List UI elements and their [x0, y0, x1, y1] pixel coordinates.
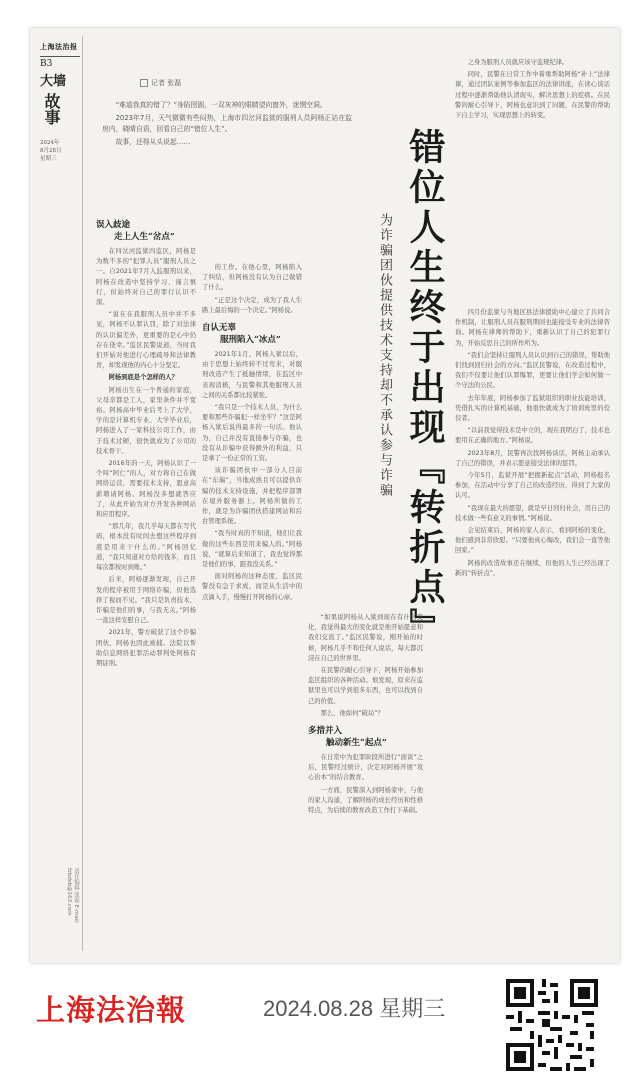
- body-paragraph: “以前我觉得技术是中立的，现在我明白了，技术也要用在正确的地方。”阿杨说。: [455, 427, 610, 445]
- section-heading-line1: 多措并入: [308, 726, 343, 737]
- intro-paragraph: 故事，还得从头说起……: [115, 138, 191, 146]
- intro-paragraph: 2023年7月，天气微微有些闷热，上海市四岔河监狱的服刑人员阿杨正站在监房内，晓晴自语，回看自己的“错位人生”。: [102, 114, 352, 133]
- body-paragraph: 在四岔河监狱四监区，阿杨是为数不多的“犯罪人员”服刑人员之一。自2021年7月入监服刑以来，阿杨在改造中坚持学习、谨言慎行，但始终对自己的罪行认识不深。: [96, 248, 196, 307]
- body-paragraph: 阿杨到底是个怎样的人？: [108, 374, 178, 382]
- body-paragraph: 面对阿杨的这种态度，监区民警没有急于求成，而是从生活中的点滴入手，慢慢打开阿杨的心扉。: [202, 573, 302, 601]
- body-paragraph: 2021年，警方破获了这个诈骗团伙，阿杨也因此被捕。法院以帮助信息网络犯罪活动罪判处阿杨有期徒刑。: [96, 629, 196, 667]
- right-top-column: [455, 58, 610, 303]
- section-heading: [96, 219, 196, 243]
- body-paragraph: “那几年，我几乎每天都在写代码，根本没有时间去想这些程序到底是用来干什么的。”阿杨回忆道，“我只知道对方给的钱多，而且每次都按时到账。”: [96, 523, 196, 572]
- footer-date: 2024.08.28 星期三: [263, 996, 446, 1021]
- editor-caption: 责任编辑 张磊 E-mail: fzbdsb@163.com: [66, 868, 79, 924]
- section-heading-line2: 走上人生“岔点”: [114, 232, 175, 242]
- body-paragraph: “我只是一个技术人员，为什么要和那些诈骗犯一样坐牢？”这是阿杨入狱后说得最多的一句话。他认为，自己并没有直接参与诈骗，也没有从诈骗中获得额外的利益，只是拿了一份正常的工资。: [202, 404, 302, 463]
- section-heading-line1: 误入歧途: [96, 220, 131, 230]
- divider: [82, 36, 83, 951]
- column-name: 故事: [42, 93, 61, 125]
- body-paragraph: “正是这个决定，成为了我人生路上最后悔的一个决定。”阿杨说。: [202, 296, 302, 314]
- body-paragraph: 四月份监狱与当地区县法律援助中心建立了共同合作机制，让服刑人员在服刑期间也能接受专业的法律咨询。阿杨在律师的帮助下，重新认识了自己的犯罪行为，开始反思自己的所作所为。: [455, 309, 610, 347]
- body-paragraph: 去年年底，阿杨参加了监狱组织的职业技能培训，凭借扎实的计算机基础，他很快就成为了培训班里的佼佼者。: [455, 394, 610, 423]
- body-paragraph: “如果说阿杨从入狱到现在有什么变化，我觉得最大的变化就是他开始愿意和我们交流了。”监区民警说，刚开始的时候，阿杨几乎不和任何人说话，每天都沉浸在自己的世界里。: [308, 614, 423, 662]
- strip-date: 2024年 8月28日 星期三: [40, 140, 62, 162]
- section-heading: [202, 322, 302, 346]
- newspaper-logo: 上海法治報: [36, 993, 187, 1027]
- page-number: B3: [40, 56, 80, 69]
- footer: [0, 980, 640, 1050]
- body-paragraph: 阿杨出生在一个普通的家庭，父母亲都是工人，家里条件并不宽裕。阿杨高中毕业后考上了大学，学的是计算机专业。大学毕业后，阿杨进入了一家科技公司工作，由于技术过硬，很快就成为了公司的技术骨干。: [96, 386, 196, 455]
- body-paragraph: 那么，他如何“破局”？: [320, 709, 384, 717]
- body-paragraph: 今年5月，监狱开展“把握新起点”活动，阿杨报名参加，在活动中分享了自己的改造经历，得到了大家的认可。: [455, 472, 610, 500]
- body-paragraph: 一方面，民警深入到阿杨家中，与他的家人沟通，了解阿杨的成长经历和性格特点，为后续的教育改造工作打下基础。: [308, 786, 423, 815]
- body-paragraph: 阿杨的改造故事还在继续，但他的人生已经出现了新的“转折点”。: [455, 559, 610, 577]
- headline: 错位人生终于出现『转折点』: [404, 128, 446, 648]
- body-paragraph: “我现在最大的愿望，就是早日回归社会，用自己的技术做一些有意义的事情。”阿杨说。: [455, 504, 610, 522]
- body-paragraph: 2021年1月，阿杨入狱以后，由于思想上始终转不过弯来，对服刑改造产生了抵触情绪，在监区中表现消极，与民警和其他服刑人员之间的关系都比较紧张。: [202, 351, 302, 399]
- page-header-strip: [40, 42, 80, 222]
- body-paragraph: 该诈骗团伙中一部分人目前在“东瑞”，当地成熟且可以提供诈骗的技术支持设施，并把程序部署在境外服务器上。阿杨所做的工作，就是为诈骗团伙搭建网站和后台管理系统。: [202, 467, 302, 526]
- article-column-3: [308, 613, 423, 943]
- body-paragraph: 的工作。在他心里，阿杨陷入了纠结，但阿杨没有认为自己做错了什么。: [202, 264, 302, 292]
- section-heading-line1: 自认无辜: [202, 323, 237, 334]
- masthead: 上海法治报: [40, 42, 78, 51]
- body-paragraph: 会见结束后，阿杨的家人表示，看到阿杨的变化，他们感到非常欣慰。“只要他真心悔改，我们会一直等他回家。”: [455, 527, 610, 555]
- body-paragraph: “我当时真的不知道，他们让我做的这些东西是用来骗人的。”阿杨说，“就算后来知道了，我也觉得那是他们的事，跟我没关系。”: [202, 530, 302, 569]
- body-paragraph: 2023年8月，民警再次找阿杨谈话，阿杨主动承认了自己的错误，并表示愿意接受法律的惩罚。: [455, 449, 610, 467]
- article-column-4: [455, 308, 610, 943]
- body-paragraph: 同时，民警在日常工作中着重帮助阿杨“补上”法律课，通过团队案例等参加监区的法律讲座，在读心谈话过程中逐渐帮助他认清现实，解决思想上的疙瘩。在民警的耐心引导下，阿杨也意识到了问题，在民警的帮助下自主学习，实现思想上的转变。: [455, 71, 610, 120]
- body-paragraph: 之身为服刑人员就应该守监规纪律。: [467, 59, 569, 66]
- section-name: 大墙: [40, 74, 67, 89]
- body-paragraph: 在日常中为犯罪阶段所进行“面谈”之后，民警经过统计，决定对阿杨开展“攻心治本”的结合教育。: [308, 754, 423, 782]
- qr-code-icon: [502, 975, 602, 1075]
- subheadline: 为诈骗团伙提供技术支持却不承认参与诈骗: [377, 213, 392, 498]
- article-column-2: [202, 263, 302, 943]
- body-paragraph: 后来，阿杨逐渐发现，自己开发的程序被用于网络诈骗，但他选择了视而不见。“我只是负责技术，诈骗是他们的事，与我无关。”阿杨一直这样安慰自己。: [96, 576, 196, 625]
- newspaper-page: [30, 28, 620, 963]
- body-paragraph: 在民警的耐心引导下，阿杨开始参加监区组织的各种活动。他发现，原来在监狱里也可以学到很多东西，也可以找到自己的价值。: [308, 667, 423, 705]
- intro-paragraph: “难道我真的错了？”身陷囹圄，一双灰神的眼睛望向窗外，迷惘空洞。: [115, 101, 327, 109]
- section-heading: [308, 725, 423, 749]
- body-paragraph: 2016年的一天，阿杨认识了一个叫“阿仁”的人，对方称自己在做网络运营，需要技术支持，愿意高薪聘请阿杨。阿杨没多想就答应了，从此开始为对方开发各种网站和应用程序。: [96, 460, 196, 519]
- section-heading-line2: 触动新生“起点”: [326, 738, 387, 749]
- section-heading-line2: 服刑陷入“冰点”: [220, 335, 281, 346]
- byline: [140, 78, 181, 88]
- byline-box-icon: [140, 79, 148, 87]
- article-column-1: [96, 213, 196, 943]
- byline-text: 记者 张磊: [151, 79, 182, 87]
- body-paragraph: “说在在我服刑人员中并不多见，阿杨不认罪认罚，除了对法律的认识偏差外，更重要的是心中仍存在侥幸。”监区民警说道，当时我们开始对他进行心理疏导和法律教育，却发现他的内心十分坚定。: [96, 311, 196, 370]
- body-paragraph: “我们会坚持让服刑人员认识到自己的错误，帮助他们找到回归社会的方向。”监区民警说，在改造过程中，我们不仅要让他们认罪悔罪，更要让他们学会如何做一个守法的公民。: [455, 351, 610, 390]
- intro-column: [102, 100, 352, 200]
